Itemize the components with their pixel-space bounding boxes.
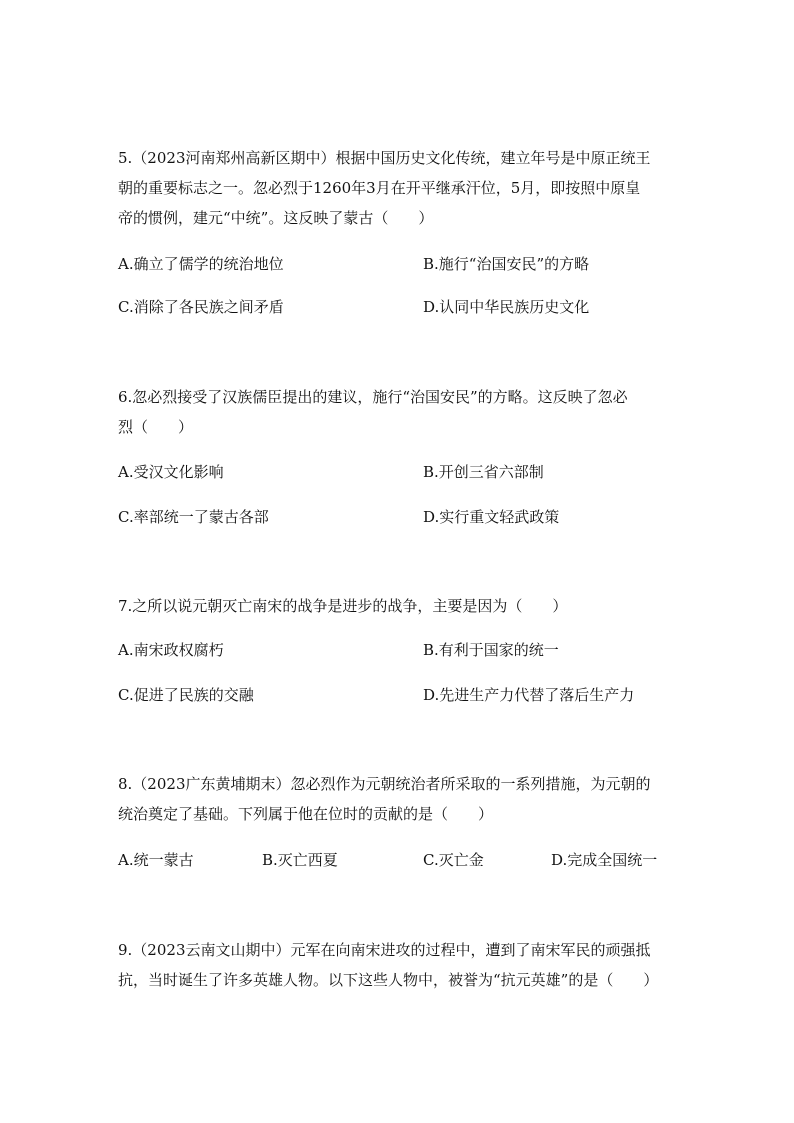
question-8-line-2: 统治奠定了基础。下列属于他在位时的贡献的是（ ） — [118, 805, 494, 823]
question-8-line-1: 8.（2023广东黄埔期末）忽必烈作为元朝统治者所采取的一系列措施，为元朝的 — [118, 775, 651, 793]
question-5-option-a: A.确立了儒学的统治地位 — [118, 255, 284, 273]
question-9-line-2: 抗，当时诞生了许多英雄人物。以下这些人物中，被誉为“抗元英雄”的是（ ） — [118, 971, 659, 989]
question-7-option-d: D.先进生产力代替了落后生产力 — [423, 686, 635, 704]
question-8-option-a: A.统一蒙古 — [118, 851, 194, 869]
question-7-line-1: 7.之所以说元朝灭亡南宋的战争是进步的战争，主要是因为（ ） — [118, 597, 568, 615]
question-8-option-d: D.完成全国统一 — [551, 851, 658, 869]
question-6-line-1: 6.忽必烈接受了汉族儒臣提出的建议，施行“治国安民”的方略。这反映了忽必 — [118, 388, 628, 406]
question-5-option-d: D.认同中华民族历史文化 — [423, 298, 590, 316]
question-6-line-2: 烈（ ） — [118, 418, 194, 436]
question-5-line-3: 帝的惯例，建元“中统”。这反映了蒙古（ ） — [118, 209, 434, 227]
question-7-option-a: A.南宋政权腐朽 — [118, 641, 224, 659]
question-7-option-b: B.有利于国家的统一 — [423, 641, 559, 659]
question-5-line-1: 5.（2023河南郑州高新区期中）根据中国历史文化传统，建立年号是中原正统王 — [118, 149, 651, 167]
question-6-option-b: B.开创三省六部制 — [423, 463, 544, 481]
question-5-option-c: C.消除了各民族之间矛盾 — [118, 298, 284, 316]
question-6-option-d: D.实行重文轻武政策 — [423, 508, 560, 526]
question-5-line-2: 朝的重要标志之一。忽必烈于1260年3月在开平继承汗位，5月，即按照中原皇 — [118, 179, 641, 197]
question-6-option-a: A.受汉文化影响 — [118, 463, 224, 481]
question-5-option-b: B.施行“治国安民”的方略 — [423, 255, 590, 273]
question-8-option-c: C.灭亡金 — [423, 851, 484, 869]
question-6-option-c: C.率部统一了蒙古各部 — [118, 508, 269, 526]
question-7-option-c: C.促进了民族的交融 — [118, 686, 254, 704]
question-9-line-1: 9.（2023云南文山期中）元军在向南宋进攻的过程中，遭到了南宋军民的顽强抵 — [118, 941, 651, 959]
question-8-option-b: B.灭亡西夏 — [262, 851, 338, 869]
